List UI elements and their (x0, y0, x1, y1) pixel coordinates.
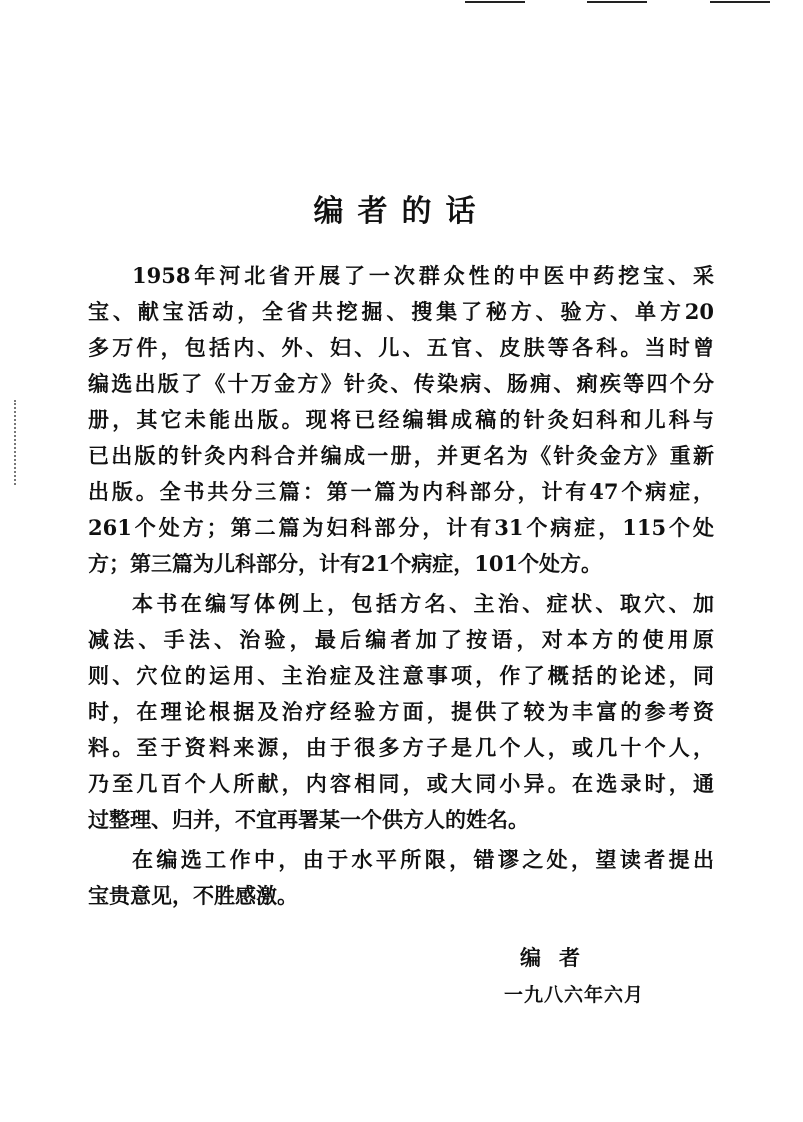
text-line: 宝、献宝活动，全省共挖掘、搜集了秘方、验方、单方20 (88, 299, 714, 324)
signature: 编者 (520, 945, 598, 970)
text-line: 则、穴位的运用、主治症及注意事项，作了概括的论述，同 (88, 663, 714, 688)
text-line: 1958年河北省开展了一次群众性的中医中药挖宝、采 (132, 263, 714, 288)
page-title: 编者的话 (313, 194, 490, 229)
scan-mark (587, 1, 647, 3)
preface-body (88, 258, 714, 914)
text-line: 减法、手法、治验，最后编者加了按语，对本方的使用原 (88, 627, 714, 652)
text-line: 编选出版了《十万金方》针灸、传染病、肠痈、痢疾等四个分 (88, 371, 714, 396)
scan-mark (710, 1, 770, 3)
text-line: 册，其它未能出版。现将已经编辑成稿的针灸妇科和儿科与 (88, 407, 714, 432)
scan-artifact (14, 400, 22, 485)
text-line: 宝贵意见，不胜感激。 (88, 883, 298, 908)
text-line: 在编选工作中，由于水平所限，错谬之处，望读者提出 (132, 847, 714, 872)
date: 一九八六年六月 (504, 984, 645, 1006)
text-line: 时，在理论根据及治疗经验方面，提供了较为丰富的参考资 (88, 699, 714, 724)
text-line: 方；第三篇为儿科部分，计有21个病症，101个处方。 (88, 551, 603, 576)
text-line: 多万件，包括内、外、妇、儿、五官、皮肤等各科。当时曾 (88, 335, 714, 360)
text-line: 出版。全书共分三篇：第一篇为内科部分，计有47个病症， (88, 479, 714, 504)
text-line: 已出版的针灸内科合并编成一册，并更名为《针灸金方》重新 (88, 443, 714, 468)
scan-mark (465, 1, 525, 3)
text-line: 本书在编写体例上，包括方名、主治、症状、取穴、加 (132, 591, 714, 616)
text-line: 料。至于资料来源，由于很多方子是几个人，或几十个人， (88, 735, 714, 760)
text-line: 261个处方；第二篇为妇科部分，计有31个病症，115个处 (88, 515, 714, 540)
text-line: 乃至几百个人所献，内容相同，或大同小异。在选录时，通 (88, 771, 714, 796)
text-line: 过整理、归并，不宜再署某一个供方人的姓名。 (88, 807, 529, 832)
